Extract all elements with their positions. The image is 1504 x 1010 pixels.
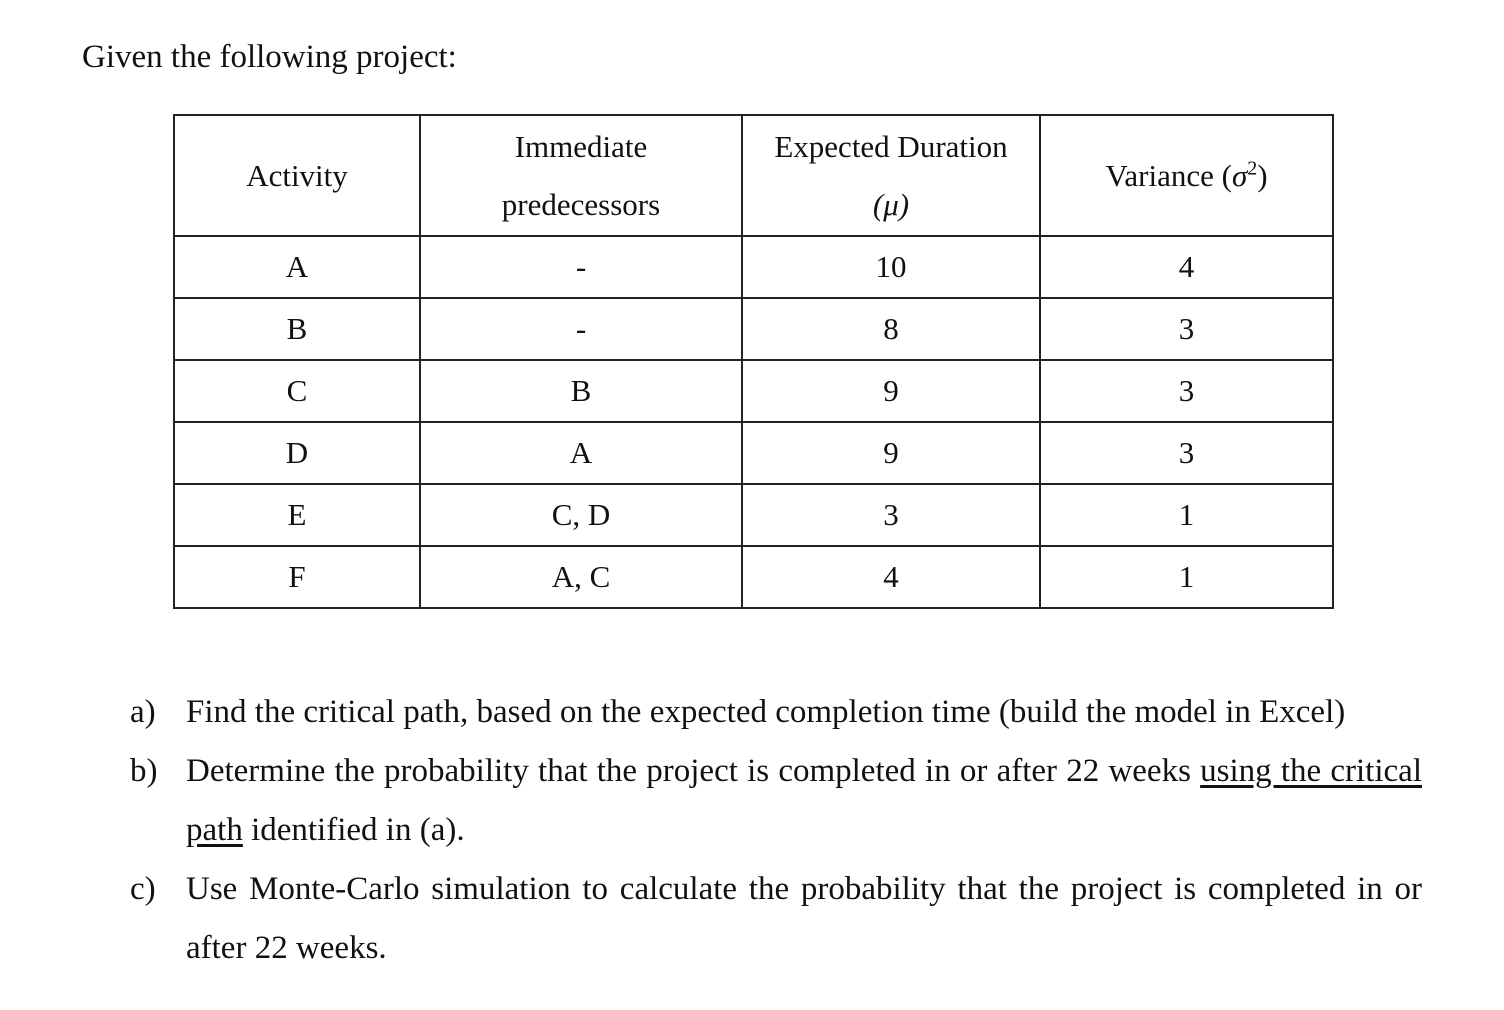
question-b bbox=[130, 742, 1422, 860]
cell-activity: F bbox=[174, 546, 420, 608]
cell-activity: C bbox=[174, 360, 420, 422]
cell-activity: E bbox=[174, 484, 420, 546]
cell-duration: 9 bbox=[742, 360, 1040, 422]
question-text: Use Monte-Carlo simulation to calculate the probability that the project is completed in or after 22 weeks. bbox=[186, 871, 1422, 966]
cell-activity: A bbox=[174, 236, 420, 298]
question-letter: c) bbox=[130, 871, 156, 907]
cell-duration: 3 bbox=[742, 484, 1040, 546]
question-text-before: Determine the probability that the project is completed in or after 22 weeks bbox=[186, 753, 1201, 789]
header-predecessors-line1: Immediate bbox=[514, 128, 648, 164]
header-variance-label: Variance ( bbox=[1105, 157, 1232, 193]
question-text bbox=[186, 742, 1422, 860]
cell-variance: 3 bbox=[1040, 360, 1333, 422]
table-row bbox=[174, 546, 1333, 608]
cell-variance: 4 bbox=[1040, 236, 1333, 298]
cell-variance: 3 bbox=[1040, 422, 1333, 484]
cell-predecessors: A, C bbox=[420, 546, 742, 608]
cell-predecessors: C, D bbox=[420, 484, 742, 546]
cell-variance: 1 bbox=[1040, 484, 1333, 546]
question-list bbox=[130, 683, 1422, 978]
question-underlined-phrase: using the critical path bbox=[186, 753, 1422, 848]
table-header-row bbox=[174, 115, 1333, 236]
question-text-after: identified in (a). bbox=[242, 812, 465, 848]
header-variance bbox=[1040, 115, 1333, 236]
cell-duration: 8 bbox=[742, 298, 1040, 360]
header-duration bbox=[742, 115, 1040, 236]
header-duration-line1: Expected Duration bbox=[774, 128, 1008, 164]
cell-predecessors: - bbox=[420, 236, 742, 298]
table-row bbox=[174, 484, 1333, 546]
cell-activity: D bbox=[174, 422, 420, 484]
table-row bbox=[174, 360, 1333, 422]
table-row bbox=[174, 422, 1333, 484]
cell-variance: 3 bbox=[1040, 298, 1333, 360]
cell-predecessors: - bbox=[420, 298, 742, 360]
header-predecessors-line2: predecessors bbox=[501, 186, 661, 222]
question-letter: b) bbox=[130, 753, 158, 789]
header-variance-close: ) bbox=[1257, 157, 1268, 193]
header-variance-exponent: 2 bbox=[1247, 157, 1258, 180]
cell-duration: 10 bbox=[742, 236, 1040, 298]
cell-predecessors: B bbox=[420, 360, 742, 422]
table-row bbox=[174, 236, 1333, 298]
header-activity-label: Activity bbox=[246, 157, 348, 193]
question-letter: a) bbox=[130, 694, 156, 730]
cell-variance: 1 bbox=[1040, 546, 1333, 608]
question-text: Find the critical path, based on the expected completion time (build the model in Excel) bbox=[186, 694, 1346, 730]
intro-text: Given the following project: bbox=[82, 39, 457, 75]
cell-duration: 9 bbox=[742, 422, 1040, 484]
cell-activity: B bbox=[174, 298, 420, 360]
project-table bbox=[173, 114, 1334, 609]
header-variance-symbol: σ bbox=[1231, 157, 1248, 193]
header-activity bbox=[174, 115, 420, 236]
cell-predecessors: A bbox=[420, 422, 742, 484]
table-row bbox=[174, 298, 1333, 360]
header-predecessors bbox=[420, 115, 742, 236]
question-c bbox=[130, 860, 1422, 978]
cell-duration: 4 bbox=[742, 546, 1040, 608]
question-a bbox=[130, 683, 1422, 742]
header-duration-symbol: (μ) bbox=[872, 186, 910, 222]
